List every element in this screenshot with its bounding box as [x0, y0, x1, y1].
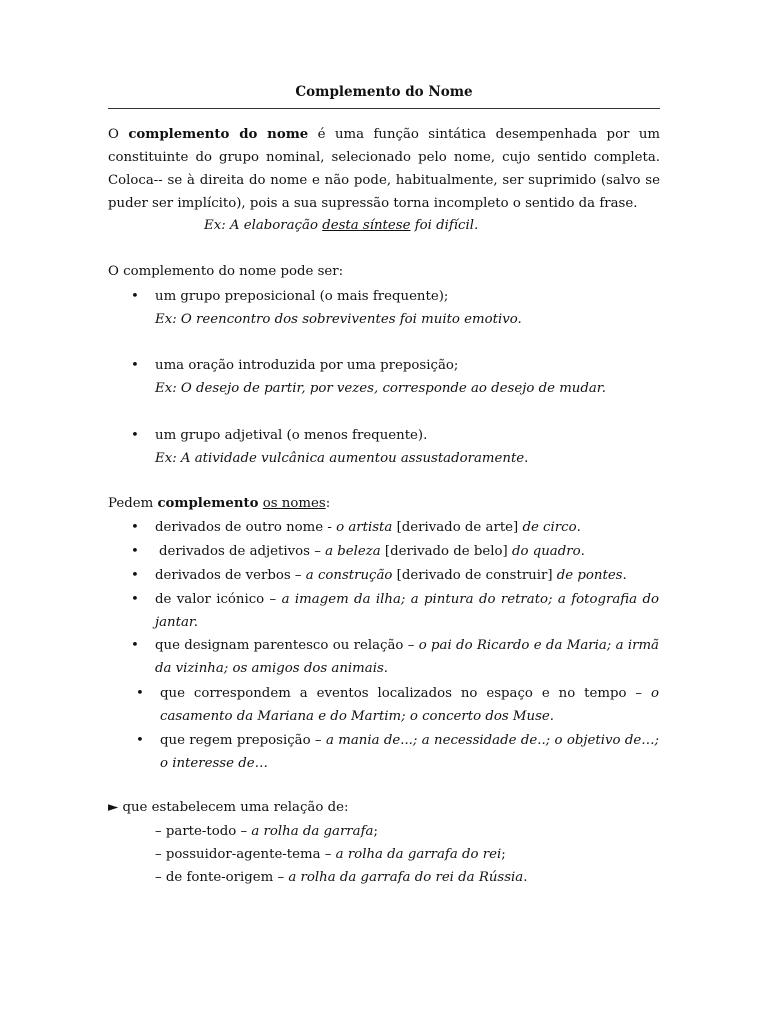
- noun-item-text: derivados de verbos –: [155, 568, 302, 583]
- bullet-icon: •: [131, 520, 139, 535]
- noun-item-text: derivados de outro nome -: [155, 520, 332, 535]
- bullet-icon: •: [131, 568, 139, 583]
- bullet-icon: •: [131, 638, 139, 653]
- document-title: Complemento do Nome: [295, 84, 473, 100]
- bullet-icon: •: [131, 358, 139, 373]
- type-example: Ex: O desejo de partir, por vezes, corresponde ao desejo de mudar.: [155, 381, 606, 396]
- intro-body: é uma função sintática desempenhada por um constituinte do grupo nominal, selecionado pelo nome, cujo sentido completa. Coloca-- se à direita do nome e não pode, habitualmente, ser suprimido (salvo se puder ser implícito), pois a sua supressão torna incompleto o sentido da frase.: [108, 127, 661, 211]
- nouns-heading-underlined: os nomes: [262, 496, 326, 511]
- noun-item: [160, 682, 659, 728]
- noun-item-text: que designam parentesco ou relação –: [155, 638, 415, 653]
- type-example: Ex: O reencontro dos sobreviventes foi muito emotivo.: [155, 312, 522, 327]
- noun-item-example: a imagem da ilha; a pintura do retrato; a fotografia do jantar.: [155, 592, 659, 630]
- relation-item-end: ;: [501, 847, 506, 862]
- relation-item: [155, 820, 378, 843]
- nouns-heading: [108, 492, 330, 515]
- intro-example-a: Ex: A elaboração: [204, 218, 318, 233]
- type-item: um grupo adjetival (o menos frequente).: [155, 428, 428, 443]
- relation-item-example: a rolha da garrafa do rei da Rússia: [288, 870, 524, 885]
- intro-term: complemento do nome: [128, 127, 309, 142]
- noun-item-example: o artista: [336, 520, 393, 535]
- intro-paragraph: [108, 123, 660, 215]
- nouns-heading-bold: complemento: [157, 496, 259, 511]
- noun-item-example: o pai do Ricardo e da Maria; a irmã da vizinha; os amigos dos animais.: [155, 638, 659, 676]
- noun-item-example: a beleza: [325, 544, 381, 559]
- noun-item-text: que correspondem a eventos localizados no espaço e no tempo –: [160, 686, 643, 701]
- noun-item-complement: de pontes: [556, 568, 623, 583]
- noun-item-complement: do quadro: [511, 544, 581, 559]
- bullet-icon: •: [131, 544, 139, 559]
- noun-item-note: [derivado de belo]: [384, 544, 508, 559]
- noun-item-text: derivados de adjetivos –: [159, 544, 321, 559]
- intro-start: O: [108, 127, 119, 142]
- noun-item: [159, 540, 585, 563]
- intro-example-underlined: desta síntese: [322, 218, 411, 233]
- intro-example: [204, 214, 478, 237]
- types-heading: O complemento do nome pode ser:: [108, 264, 344, 279]
- relation-item-end: .: [523, 870, 528, 885]
- intro-example-b: foi difícil.: [414, 218, 479, 233]
- nouns-heading-colon: :: [325, 496, 331, 511]
- noun-item-period: .: [576, 520, 581, 535]
- noun-item-example: a construção: [305, 568, 393, 583]
- nouns-heading-a: Pedem: [108, 496, 154, 511]
- noun-item-period: .: [580, 544, 585, 559]
- noun-item-note: [derivado de construir]: [396, 568, 553, 583]
- noun-item-example: a mania de...; a necessidade de..; o objetivo de…; o interesse de…: [160, 733, 659, 771]
- noun-item-period: .: [622, 568, 627, 583]
- noun-item: [155, 564, 627, 587]
- noun-item-note: [derivado de arte]: [396, 520, 519, 535]
- noun-item-text: de valor icónico –: [155, 592, 277, 607]
- bullet-icon: •: [136, 733, 144, 748]
- title-rule: [108, 108, 660, 109]
- relation-item-text: – possuidor-agente-tema –: [155, 847, 332, 862]
- noun-item: [155, 634, 659, 680]
- relation-item-end: ;: [373, 824, 378, 839]
- relation-item: [155, 866, 527, 889]
- type-item: um grupo preposicional (o mais frequente);: [155, 289, 449, 304]
- relations-heading: [108, 796, 348, 819]
- bullet-icon: •: [136, 686, 144, 701]
- noun-item: [155, 588, 659, 634]
- relation-item-example: a rolha da garrafa: [251, 824, 374, 839]
- noun-item-text: que regem preposição –: [160, 733, 322, 748]
- bullet-icon: •: [131, 592, 139, 607]
- arrow-icon: ►: [108, 800, 119, 815]
- relations-heading-text: que estabelecem uma relação de:: [122, 800, 349, 815]
- relation-item: [155, 843, 506, 866]
- noun-item: [155, 516, 581, 539]
- type-item: uma oração introduzida por uma preposição;: [155, 358, 459, 373]
- noun-item: [160, 729, 659, 775]
- relation-item-text: – de fonte-origem –: [155, 870, 285, 885]
- bullet-icon: •: [131, 428, 139, 443]
- noun-item-complement: de circo: [522, 520, 577, 535]
- type-example: Ex: A atividade vulcânica aumentou assustadoramente.: [155, 451, 529, 466]
- bullet-icon: •: [131, 289, 139, 304]
- relation-item-text: – parte-todo –: [155, 824, 248, 839]
- noun-item-example: o casamento da Mariana e do Martim; o concerto dos Muse.: [160, 686, 660, 724]
- relation-item-example: a rolha da garrafa do rei: [335, 847, 502, 862]
